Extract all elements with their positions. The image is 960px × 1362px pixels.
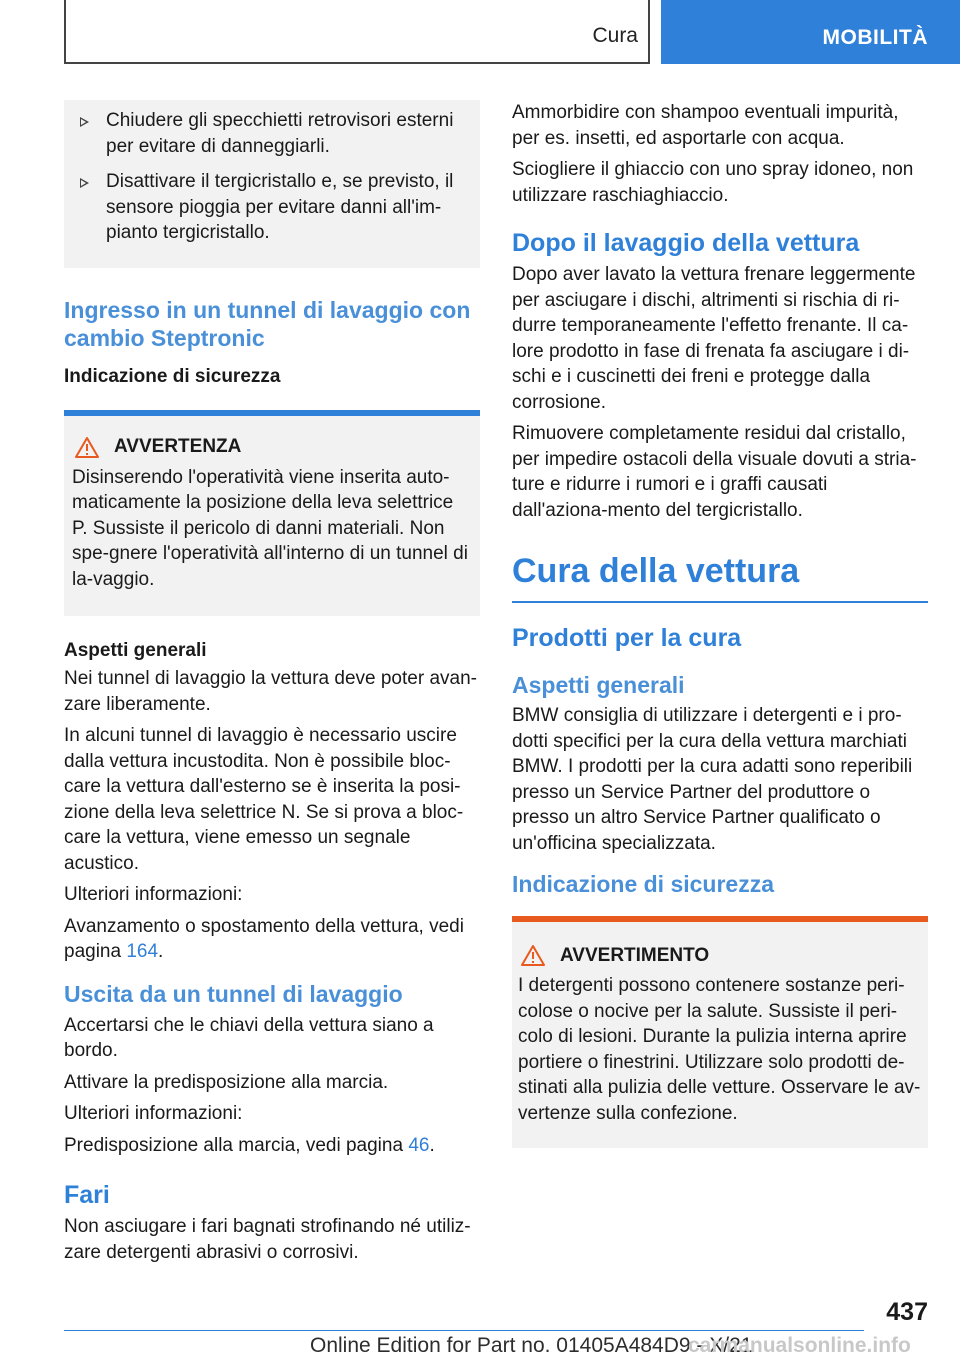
warning-header [518, 944, 922, 967]
header-chapter-tab[interactable]: MOBILITÀ [661, 0, 960, 64]
warning-triangle-icon [74, 436, 100, 459]
paragraph: Attivare la predisposizione alla marcia. [64, 1071, 389, 1093]
left-column [64, 100, 480, 1271]
paragraph-with-reference: Avanzamento o spostamento della vettura, vedi pagina 164. [64, 915, 464, 962]
paragraph: In alcuni tunnel di lavaggio è necessario uscire dalla vettura incustodita. Non è possibile bloc-care la vettura dall'esterno se è inserita la posi-zione della leva selettrice N. Se si prova a bloc-care la vettura, viene emesso un segnale acustico. [64, 725, 464, 874]
triangle-bullet-icon [80, 117, 89, 127]
header-section-title: Cura [592, 24, 638, 47]
paragraph: Ulteriori informazioni: [64, 884, 243, 905]
footer-edition: Online Edition for Part no. 01405A484D9 - X/21 [310, 1334, 753, 1357]
warning-title: AVVERTENZA [114, 436, 242, 457]
warning-box [64, 410, 480, 617]
paragraph: Accertarsi che le chiavi della vettura siano a bordo. [64, 1014, 434, 1061]
paragraph: Rimuovere completamente residui dal cristallo, per impedire ostacoli della visuale dovuti a stria-ture e ridurre i rumori e i graffi causati dall'aziona-mento del tergicristallo. [512, 423, 917, 521]
warning-header [72, 436, 472, 459]
paragraph-with-reference: Predisposizione alla marcia, vedi pagina 46. [64, 1134, 435, 1156]
products-heading: Prodotti per la cura [512, 624, 742, 652]
reference-text: Avanzamento o spostamento della vettura, vedi pagina [64, 915, 464, 962]
reference-text: Predisposizione alla marcia, vedi pagina [64, 1134, 409, 1156]
general-heading: Aspetti generali [512, 672, 685, 698]
general-heading: Aspetti generali [64, 640, 207, 661]
tip-text: Disattivare il tergicristallo e, se previsto, il sensore pioggia per evitare danni all'im-pianto tergicristallo. [106, 171, 454, 243]
tip-item [78, 108, 466, 159]
page-number: 437 [886, 1298, 928, 1326]
lights-heading: Fari [64, 1181, 110, 1209]
right-column [512, 100, 928, 1172]
warning-text: Disinserendo l'operatività viene inserita auto-maticamente la posizione della leva selettrice P. Sussiste il pericolo di danni materiali. Non spe-gnere l'operatività all'interno di un tunnel di la-vaggio. [72, 466, 468, 590]
tip-item [78, 169, 466, 246]
watermark: carmanualsonline.info [688, 1334, 911, 1357]
after-wash-heading: Dopo il lavaggio della vettura [512, 229, 860, 257]
paragraph: Sciogliere il ghiaccio con uno spray idoneo, non utilizzare raschiaghiaccio. [512, 159, 914, 206]
warning-triangle-icon [520, 944, 546, 967]
warning-title: AVVERTIMENTO [560, 944, 710, 966]
header-frame [64, 0, 650, 64]
paragraph: Dopo aver lavato la vettura frenare leggermente per asciugare i dischi, altrimenti si rischia di ri-durre temporaneamente l'effetto frenante. Il ca-lore prodotto in fase di frenata fa asciugare i di-schi e i cuscinetti dei freni e protegge dalla corrosione. [512, 264, 916, 413]
paragraph: Ulteriori informazioni: [64, 1103, 243, 1124]
exit-heading: Uscita da un tunnel di lavaggio [64, 980, 403, 1007]
page-header [0, 0, 960, 66]
care-heading: Cura della vettura [512, 551, 928, 603]
triangle-bullet-icon [80, 178, 89, 188]
tip-text: Chiudere gli specchietti retrovisori esterni per evitare di danneggiarli. [106, 110, 454, 157]
warning-text: I detergenti possono contenere sostanze peri-colose o nocive per la salute. Sussiste il peri-colo di lesioni. Durante la pulizia interna aprire portiere o finestrini. Utilizzare solo prodotti de-stinati alla pulizia delle vetture. Osservare le av-vertenze sulla confezione. [518, 975, 921, 1124]
footer-divider [64, 1330, 864, 1331]
paragraph: Non asciugare i fari bagnati strofinando né utiliz-zare detergenti abrasivi o corrosivi. [64, 1216, 471, 1263]
paragraph: Nei tunnel di lavaggio la vettura deve poter avan-zare liberamente. [64, 668, 477, 715]
page-reference-link[interactable]: 46 [408, 1134, 430, 1156]
warning-box [512, 916, 928, 1148]
safety-heading: Indicazione di sicurezza [512, 871, 775, 897]
paragraph: BMW consiglia di utilizzare i detergenti e i pro-dotti specifici per la cura della vettura marchiati BMW. I prodotti per la cura adatti sono reperibili presso un Service Partner del produttore o presso un altro Service Partner qualificato o un'officina specializzata. [512, 705, 913, 854]
tips-box [64, 100, 480, 268]
safety-heading: Indicazione di sicurezza [64, 365, 281, 387]
page-reference-link[interactable]: 164 [126, 941, 159, 962]
tunnel-heading: Ingresso in un tunnel di lavaggio con cambio Steptronic [64, 296, 471, 351]
paragraph: Ammorbidire con shampoo eventuali impurità, per es. insetti, ed asportarle con acqua. [512, 102, 899, 149]
